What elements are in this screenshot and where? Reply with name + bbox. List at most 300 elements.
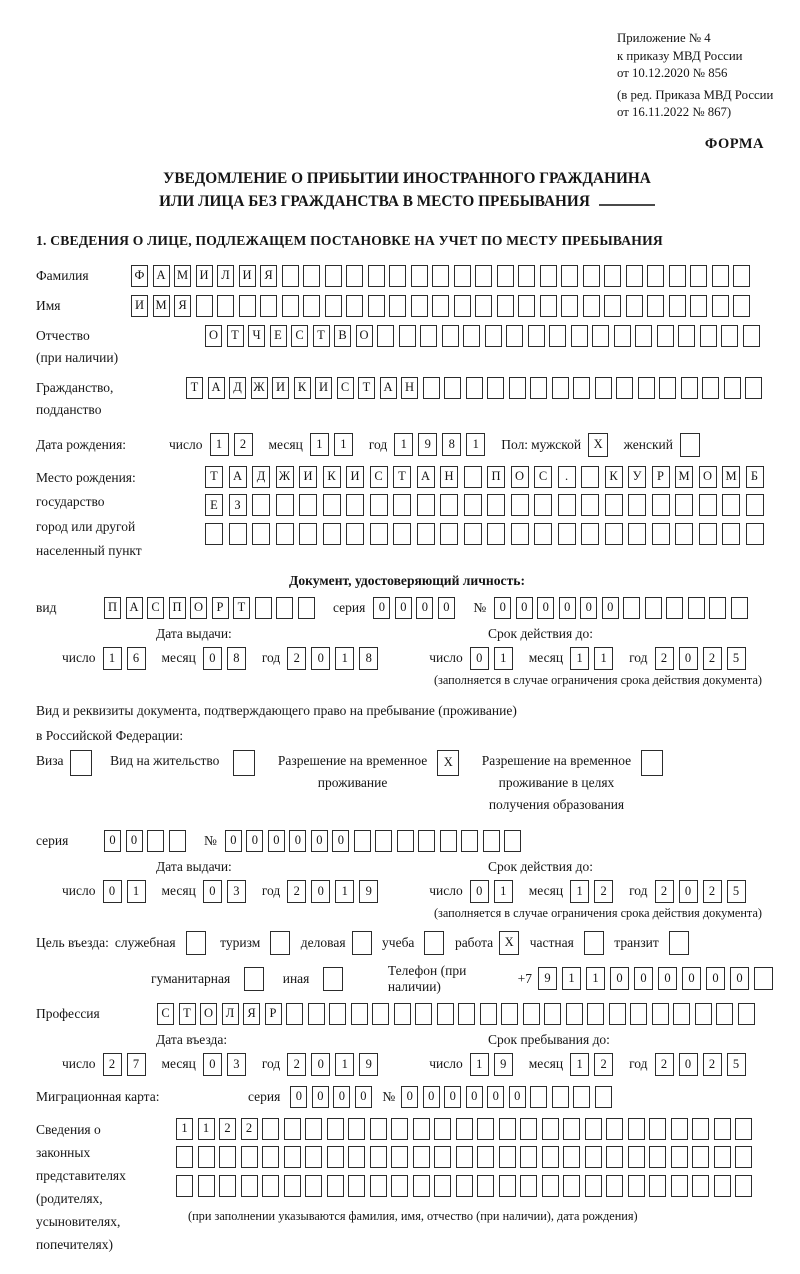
birth-place-label-line2: государство bbox=[36, 494, 105, 509]
char-cell bbox=[542, 1175, 559, 1197]
char-cell bbox=[700, 325, 717, 347]
char-cell bbox=[628, 1175, 645, 1197]
char-cell: Н bbox=[401, 377, 418, 399]
char-cell: М bbox=[153, 295, 170, 317]
char-cell: 0 bbox=[444, 1086, 461, 1108]
citizenship-label bbox=[36, 377, 186, 421]
char-cell bbox=[499, 1118, 516, 1140]
issue-day-label: число bbox=[62, 650, 96, 665]
char-cell bbox=[477, 1118, 494, 1140]
representatives-row2-cells bbox=[176, 1146, 757, 1168]
edu-residence-label-line2: проживание в целях bbox=[498, 774, 615, 790]
char-cell bbox=[534, 494, 552, 516]
char-cell: 0 bbox=[395, 597, 412, 619]
char-cell bbox=[497, 295, 514, 317]
char-cell: 9 bbox=[359, 1053, 378, 1076]
char-cell: О bbox=[200, 1003, 217, 1025]
char-cell bbox=[573, 1086, 590, 1108]
char-cell bbox=[561, 265, 578, 287]
char-cell: Т bbox=[205, 466, 223, 488]
char-cell: Ж bbox=[251, 377, 268, 399]
char-cell bbox=[299, 523, 317, 545]
identity-doc-note: (заполняется в случае ограничения срока действия документа) bbox=[433, 672, 762, 687]
char-cell bbox=[308, 1003, 325, 1025]
char-cell bbox=[585, 1146, 602, 1168]
char-cell bbox=[368, 295, 385, 317]
char-cell: И bbox=[299, 466, 317, 488]
char-cell bbox=[671, 1175, 688, 1197]
char-cell bbox=[605, 523, 623, 545]
char-cell bbox=[595, 377, 612, 399]
char-cell: И bbox=[272, 377, 289, 399]
identity-doc-series-cells bbox=[373, 597, 459, 619]
char-cell bbox=[558, 494, 576, 516]
char-cell bbox=[652, 494, 670, 516]
char-cell bbox=[666, 597, 683, 619]
char-cell bbox=[566, 1003, 583, 1025]
edu-residence-checkbox bbox=[641, 750, 668, 776]
char-cell bbox=[657, 325, 674, 347]
stay-doc-number-sign: № bbox=[204, 832, 217, 848]
char-cell bbox=[641, 750, 663, 776]
char-cell: 0 bbox=[268, 830, 285, 852]
purpose-humanitarian-label: гуманитарная bbox=[151, 970, 231, 986]
valid-day-label: число bbox=[429, 650, 463, 665]
edu-residence-option bbox=[482, 750, 668, 816]
char-cell: Т bbox=[227, 325, 244, 347]
char-cell bbox=[413, 1146, 430, 1168]
char-cell bbox=[348, 1175, 365, 1197]
identity-issue-month-cells bbox=[203, 647, 251, 670]
char-cell: 1 bbox=[570, 647, 589, 670]
migration-series-cells bbox=[290, 1086, 376, 1108]
char-cell bbox=[325, 295, 342, 317]
char-cell bbox=[652, 523, 670, 545]
char-cell bbox=[186, 931, 206, 955]
stay-until-day-label: число bbox=[429, 1056, 463, 1071]
entry-dates-row bbox=[36, 1053, 778, 1076]
char-cell bbox=[260, 295, 277, 317]
char-cell bbox=[417, 494, 435, 516]
char-cell: 0 bbox=[311, 1053, 330, 1076]
char-cell bbox=[714, 1146, 731, 1168]
char-cell: 8 bbox=[442, 433, 461, 456]
char-cell: 0 bbox=[333, 1086, 350, 1108]
char-cell: И bbox=[346, 466, 364, 488]
citizenship-label-line2: подданство bbox=[36, 401, 102, 417]
char-cell bbox=[606, 1146, 623, 1168]
char-cell bbox=[262, 1175, 279, 1197]
representatives-label-line3: представителях bbox=[36, 1167, 126, 1183]
stay-issue-day-label: число bbox=[62, 883, 96, 898]
char-cell: 8 bbox=[227, 647, 246, 670]
profession-row bbox=[36, 1003, 778, 1025]
char-cell: 2 bbox=[703, 1053, 722, 1076]
char-cell bbox=[587, 1003, 604, 1025]
char-cell bbox=[733, 265, 750, 287]
char-cell bbox=[604, 295, 621, 317]
stay-doc-issue-heading: Дата выдачи: bbox=[156, 858, 232, 874]
char-cell: 1 bbox=[494, 880, 513, 903]
char-cell bbox=[413, 1175, 430, 1197]
char-cell bbox=[303, 295, 320, 317]
char-cell bbox=[721, 325, 738, 347]
char-cell bbox=[511, 494, 529, 516]
char-cell bbox=[393, 523, 411, 545]
entry-year-label: год bbox=[261, 1056, 281, 1071]
char-cell: К bbox=[294, 377, 311, 399]
char-cell bbox=[458, 1003, 475, 1025]
identity-doc-heading: Документ, удостоверяющий личность: bbox=[289, 572, 525, 588]
stay-until-month-cells bbox=[570, 1053, 618, 1076]
char-cell bbox=[669, 295, 686, 317]
char-cell: Т bbox=[313, 325, 330, 347]
char-cell: О bbox=[356, 325, 373, 347]
identity-doc-dates-row bbox=[36, 647, 778, 670]
stay-valid-month-label: месяц bbox=[528, 883, 564, 898]
char-cell bbox=[628, 1146, 645, 1168]
surname-label: Фамилия bbox=[36, 267, 89, 283]
char-cell bbox=[424, 931, 444, 955]
char-cell bbox=[722, 494, 740, 516]
char-cell bbox=[563, 1146, 580, 1168]
birth-place-label-line4: населенный пункт bbox=[36, 543, 142, 558]
char-cell bbox=[348, 1146, 365, 1168]
char-cell: 1 bbox=[198, 1118, 215, 1140]
stay-doc-intro-line2: в Российской Федерации: bbox=[36, 727, 184, 743]
char-cell bbox=[628, 1118, 645, 1140]
char-cell: О bbox=[205, 325, 222, 347]
entry-day-label: число bbox=[62, 1056, 96, 1071]
entry-date-heading: Дата въезда: bbox=[156, 1031, 228, 1047]
char-cell bbox=[552, 377, 569, 399]
char-cell bbox=[305, 1146, 322, 1168]
char-cell bbox=[534, 523, 552, 545]
char-cell: Ч bbox=[248, 325, 265, 347]
char-cell bbox=[393, 494, 411, 516]
identity-doc-kind-cells bbox=[104, 597, 319, 619]
patronymic-row bbox=[36, 325, 778, 369]
char-cell: 0 bbox=[203, 1053, 222, 1076]
char-cell bbox=[518, 265, 535, 287]
identity-doc-issue-heading: Дата выдачи: bbox=[156, 625, 232, 641]
purpose-transit-checkbox bbox=[669, 931, 694, 955]
form-title-line2: ИЛИ ЛИЦА БЕЗ ГРАЖДАНСТВА В МЕСТО ПРЕБЫВАНИЯ bbox=[159, 192, 590, 210]
char-cell: 0 bbox=[580, 597, 597, 619]
char-cell: 2 bbox=[594, 1053, 613, 1076]
char-cell bbox=[411, 295, 428, 317]
valid-year-label: год bbox=[629, 650, 648, 665]
stay-valid-day-cells bbox=[470, 880, 518, 903]
char-cell: 2 bbox=[234, 433, 253, 456]
char-cell bbox=[626, 295, 643, 317]
char-cell bbox=[680, 433, 700, 457]
char-cell bbox=[563, 1118, 580, 1140]
char-cell bbox=[669, 265, 686, 287]
char-cell bbox=[348, 1118, 365, 1140]
char-cell: С bbox=[337, 377, 354, 399]
stay-doc-series-label: серия bbox=[36, 832, 69, 848]
char-cell bbox=[681, 377, 698, 399]
stay-issue-year-cells bbox=[287, 880, 383, 903]
char-cell: Р bbox=[265, 1003, 282, 1025]
char-cell bbox=[671, 1118, 688, 1140]
char-cell bbox=[368, 265, 385, 287]
patronymic-label-line2: (при наличии) bbox=[36, 349, 119, 365]
surname-row bbox=[36, 265, 778, 287]
stay-issue-year-label: год bbox=[261, 883, 281, 898]
char-cell: Т bbox=[393, 466, 411, 488]
char-cell bbox=[581, 523, 599, 545]
char-cell: 1 bbox=[494, 647, 513, 670]
char-cell: 2 bbox=[655, 647, 674, 670]
char-cell bbox=[276, 523, 294, 545]
residence-permit-option bbox=[110, 750, 260, 776]
visa-label: Виза bbox=[36, 752, 64, 768]
char-cell bbox=[722, 523, 740, 545]
char-cell: 0 bbox=[373, 597, 390, 619]
purpose-private-label: частная bbox=[529, 934, 574, 950]
stay-issue-month-label: месяц bbox=[161, 883, 196, 898]
char-cell: 0 bbox=[706, 967, 725, 990]
char-cell: Т bbox=[179, 1003, 196, 1025]
char-cell bbox=[346, 295, 363, 317]
char-cell: 0 bbox=[203, 647, 222, 670]
char-cell bbox=[714, 1118, 731, 1140]
char-cell bbox=[456, 1175, 473, 1197]
char-cell bbox=[147, 830, 164, 852]
char-cell bbox=[501, 1003, 518, 1025]
char-cell: 1 bbox=[335, 647, 354, 670]
visa-option bbox=[36, 750, 96, 776]
char-cell bbox=[169, 830, 186, 852]
stay-valid-year-label: год bbox=[629, 883, 648, 898]
stay-until-heading: Срок пребывания до: bbox=[488, 1031, 610, 1047]
purpose-tourism-label: туризм bbox=[220, 934, 261, 950]
stay-doc-dates-row bbox=[36, 880, 778, 903]
char-cell bbox=[270, 931, 290, 955]
char-cell: 0 bbox=[602, 597, 619, 619]
char-cell bbox=[239, 295, 256, 317]
char-cell bbox=[244, 967, 264, 991]
char-cell bbox=[464, 523, 482, 545]
citizenship-cells bbox=[186, 377, 767, 399]
char-cell: К bbox=[323, 466, 341, 488]
char-cell: 3 bbox=[227, 1053, 246, 1076]
char-cell bbox=[276, 494, 294, 516]
char-cell bbox=[592, 325, 609, 347]
char-cell bbox=[399, 325, 416, 347]
char-cell: 0 bbox=[289, 830, 306, 852]
visit-purpose-row2 bbox=[36, 963, 778, 995]
char-cell: 0 bbox=[332, 830, 349, 852]
char-cell: 0 bbox=[311, 880, 330, 903]
char-cell bbox=[659, 377, 676, 399]
char-cell bbox=[219, 1146, 236, 1168]
given-name-row bbox=[36, 295, 778, 317]
char-cell: 9 bbox=[538, 967, 557, 990]
identity-doc-kind-label: вид bbox=[36, 599, 57, 615]
char-cell bbox=[652, 1003, 669, 1025]
char-cell bbox=[305, 1175, 322, 1197]
char-cell bbox=[196, 295, 213, 317]
birth-place-row1-cells bbox=[205, 466, 769, 488]
char-cell bbox=[675, 523, 693, 545]
purpose-other-checkbox bbox=[323, 967, 348, 991]
char-cell bbox=[377, 325, 394, 347]
char-cell: 0 bbox=[682, 967, 701, 990]
char-cell bbox=[434, 1175, 451, 1197]
form-title-line1: УВЕДОМЛЕНИЕ О ПРИБЫТИИ ИНОСТРАННОГО ГРАЖДАНИНА bbox=[163, 169, 651, 187]
char-cell bbox=[198, 1175, 215, 1197]
temp-residence-label-line2: проживание bbox=[317, 774, 388, 790]
char-cell bbox=[520, 1118, 537, 1140]
char-cell bbox=[440, 494, 458, 516]
char-cell: Я bbox=[260, 265, 277, 287]
char-cell: 1 bbox=[466, 433, 485, 456]
char-cell bbox=[552, 1086, 569, 1108]
char-cell: 0 bbox=[312, 1086, 329, 1108]
stay-issue-day-cells bbox=[103, 880, 151, 903]
form-word-label: ФОРМА bbox=[704, 135, 764, 152]
char-cell bbox=[456, 1118, 473, 1140]
char-cell bbox=[444, 377, 461, 399]
char-cell bbox=[509, 377, 526, 399]
char-cell: 1 bbox=[594, 647, 613, 670]
char-cell: 0 bbox=[246, 830, 263, 852]
stay-until-month-label: месяц bbox=[528, 1056, 564, 1071]
appendix-line-2: к приказу МВД России bbox=[617, 48, 743, 63]
char-cell bbox=[477, 1175, 494, 1197]
char-cell bbox=[558, 523, 576, 545]
char-cell bbox=[233, 750, 255, 776]
purpose-humanitarian-checkbox bbox=[244, 967, 269, 991]
char-cell: М bbox=[675, 466, 693, 488]
char-cell bbox=[523, 1003, 540, 1025]
temp-residence-label-line1: Разрешение на временное bbox=[277, 752, 428, 768]
stay-doc-valid-heading: Срок действия до: bbox=[488, 858, 593, 874]
edu-residence-label-line3: получения образования bbox=[488, 796, 625, 812]
appendix-line-3: от 10.12.2020 № 856 bbox=[617, 66, 728, 80]
entry-month-cells bbox=[203, 1053, 251, 1076]
char-cell bbox=[714, 1175, 731, 1197]
char-cell bbox=[645, 597, 662, 619]
purpose-business-label: деловая bbox=[300, 934, 346, 950]
char-cell bbox=[432, 265, 449, 287]
char-cell bbox=[595, 1086, 612, 1108]
char-cell: 5 bbox=[727, 880, 746, 903]
char-cell: 0 bbox=[679, 647, 698, 670]
char-cell: 0 bbox=[487, 1086, 504, 1108]
char-cell: Т bbox=[233, 597, 250, 619]
char-cell bbox=[370, 523, 388, 545]
char-cell: Л bbox=[217, 265, 234, 287]
identity-valid-day-cells bbox=[470, 647, 518, 670]
birth-date-row bbox=[36, 433, 778, 457]
char-cell bbox=[475, 295, 492, 317]
char-cell bbox=[609, 1003, 626, 1025]
entry-day-cells bbox=[103, 1053, 151, 1076]
char-cell bbox=[606, 1175, 623, 1197]
migration-card-label: Миграционная карта: bbox=[36, 1088, 160, 1104]
residence-permit-label: Вид на жительство bbox=[110, 752, 220, 768]
char-cell bbox=[323, 494, 341, 516]
char-cell bbox=[561, 295, 578, 317]
birth-place-row2-cells bbox=[205, 494, 769, 516]
char-cell bbox=[241, 1146, 258, 1168]
char-cell: К bbox=[605, 466, 623, 488]
stay-doc-date-headings bbox=[36, 859, 778, 877]
char-cell: 0 bbox=[401, 1086, 418, 1108]
char-cell: Ф bbox=[131, 265, 148, 287]
stay-doc-intro-line1: Вид и реквизиты документа, подтверждающего право на пребывание (проживание) bbox=[36, 702, 517, 718]
char-cell bbox=[731, 597, 748, 619]
char-cell bbox=[456, 1146, 473, 1168]
char-cell bbox=[351, 1003, 368, 1025]
char-cell bbox=[394, 1003, 411, 1025]
char-cell bbox=[735, 1175, 752, 1197]
char-cell bbox=[702, 377, 719, 399]
char-cell: 1 bbox=[310, 433, 329, 456]
char-cell: А bbox=[208, 377, 225, 399]
stay-doc-number-cells bbox=[225, 830, 526, 852]
visit-purpose-label: Цель въезда: bbox=[36, 934, 109, 950]
char-cell bbox=[530, 377, 547, 399]
char-cell: 0 bbox=[730, 967, 749, 990]
temp-residence-checkbox bbox=[437, 750, 464, 776]
char-cell bbox=[391, 1175, 408, 1197]
char-cell bbox=[389, 295, 406, 317]
char-cell bbox=[518, 295, 535, 317]
char-cell bbox=[724, 377, 741, 399]
migration-card-row bbox=[36, 1086, 778, 1108]
migration-number-cells bbox=[401, 1086, 616, 1108]
char-cell: 1 bbox=[335, 1053, 354, 1076]
char-cell: А bbox=[153, 265, 170, 287]
char-cell: 0 bbox=[225, 830, 242, 852]
char-cell: 0 bbox=[537, 597, 554, 619]
char-cell: 8 bbox=[359, 647, 378, 670]
char-cell bbox=[511, 523, 529, 545]
char-cell: 2 bbox=[219, 1118, 236, 1140]
char-cell bbox=[463, 325, 480, 347]
profession-cells bbox=[157, 1003, 759, 1025]
char-cell: П bbox=[169, 597, 186, 619]
purpose-tourism-checkbox bbox=[270, 931, 295, 955]
identity-valid-month-cells bbox=[570, 647, 618, 670]
char-cell bbox=[346, 265, 363, 287]
char-cell bbox=[176, 1146, 193, 1168]
char-cell: 1 bbox=[470, 1053, 489, 1076]
char-cell bbox=[282, 295, 299, 317]
patronymic-label bbox=[36, 325, 205, 369]
phone-label: Телефон (при наличии) bbox=[387, 962, 467, 994]
char-cell bbox=[375, 830, 392, 852]
char-cell bbox=[440, 523, 458, 545]
char-cell bbox=[528, 325, 545, 347]
char-cell bbox=[411, 265, 428, 287]
char-cell bbox=[544, 1003, 561, 1025]
char-cell bbox=[483, 830, 500, 852]
phone-cells bbox=[538, 967, 778, 990]
char-cell bbox=[630, 1003, 647, 1025]
char-cell bbox=[284, 1146, 301, 1168]
char-cell bbox=[746, 494, 764, 516]
char-cell: А bbox=[229, 466, 247, 488]
char-cell bbox=[205, 523, 223, 545]
char-cell bbox=[282, 265, 299, 287]
identity-doc-date-headings bbox=[36, 626, 778, 644]
